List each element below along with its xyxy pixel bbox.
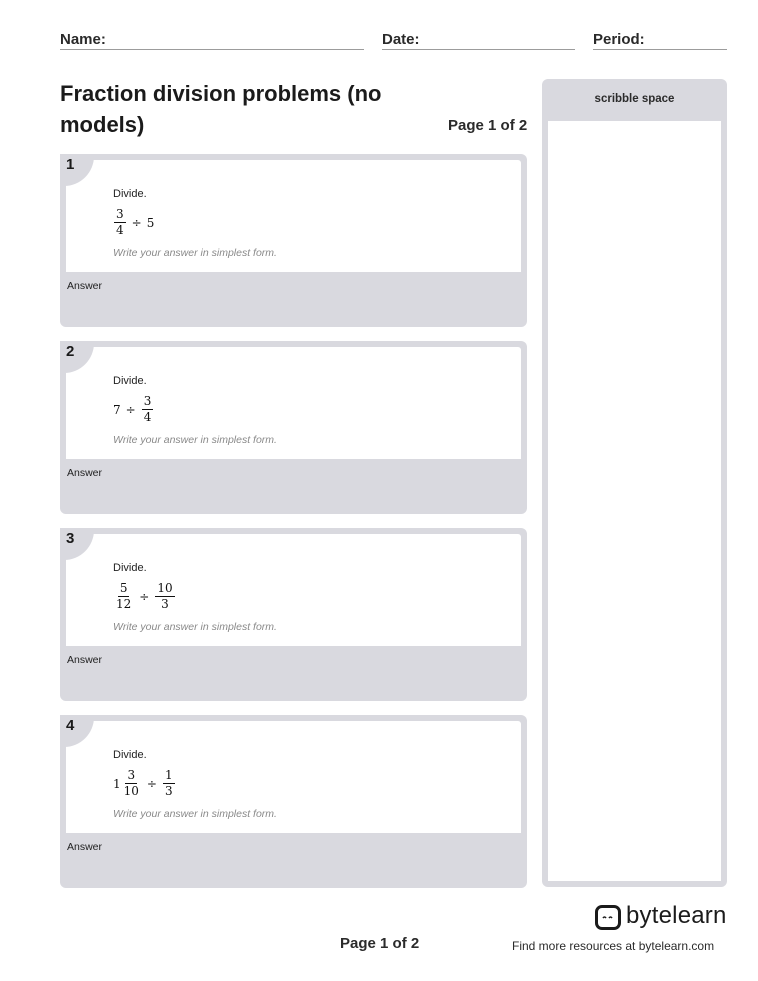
period-field[interactable] — [593, 30, 727, 50]
denominator: 3 — [164, 784, 173, 798]
problem-hint: Write your answer in simplest form. — [113, 621, 277, 633]
problem-body — [66, 347, 521, 459]
resources-link[interactable]: Find more resources at bytelearn.com — [512, 939, 715, 953]
problem-hint: Write your answer in simplest form. — [113, 247, 277, 259]
problem-card — [60, 528, 527, 701]
problem-instruction: Divide. — [113, 375, 147, 387]
numerator: 3 — [143, 394, 152, 408]
problem-card — [60, 154, 527, 327]
scribble-panel — [542, 79, 727, 887]
numerator: 3 — [116, 207, 124, 221]
problem-instruction: Divide. — [113, 749, 147, 761]
answer-area[interactable]: Answer — [67, 280, 103, 292]
denominator: 10 — [123, 784, 139, 798]
problem-card — [60, 715, 527, 888]
numerator: 10 — [157, 581, 173, 595]
whole-number: 5 — [146, 215, 155, 230]
numerator: 3 — [127, 768, 136, 782]
bytelearn-logo-icon — [595, 905, 621, 930]
fraction — [114, 208, 126, 237]
name-label: Name: — [60, 31, 106, 48]
fraction — [155, 582, 174, 611]
answer-area[interactable]: Answer — [67, 467, 103, 479]
answer-area[interactable]: Answer — [67, 654, 103, 666]
whole-number: 7 — [113, 402, 121, 417]
problem-number: 2 — [66, 343, 75, 360]
division-sign: ÷ — [139, 589, 150, 604]
problem-expression — [113, 769, 176, 798]
footer-page-indicator: Page 1 of 2 — [340, 935, 420, 952]
problem-instruction: Divide. — [113, 188, 147, 200]
denominator: 4 — [143, 410, 152, 424]
brand-name: bytelearn — [626, 902, 727, 929]
problem-hint: Write your answer in simplest form. — [113, 808, 277, 820]
problem-instruction: Divide. — [113, 562, 147, 574]
division-sign: ÷ — [146, 776, 157, 791]
problem-body — [66, 721, 521, 833]
denominator: 12 — [116, 597, 132, 611]
problem-number: 3 — [66, 530, 75, 547]
fraction — [142, 395, 154, 424]
period-label: Period: — [593, 31, 645, 48]
problem-body — [66, 160, 521, 272]
division-sign: ÷ — [125, 402, 136, 417]
scribble-area[interactable] — [548, 121, 721, 881]
problem-body — [66, 534, 521, 646]
problem-number: 1 — [66, 156, 75, 173]
answer-area[interactable]: Answer — [67, 841, 103, 853]
page-indicator: Page 1 of 2 — [448, 117, 528, 134]
fraction — [114, 582, 133, 611]
whole-number: 1 — [113, 776, 121, 791]
numerator: 5 — [119, 581, 128, 595]
page-title: Fraction division problems (no models) — [60, 81, 382, 137]
problem-expression — [113, 208, 154, 237]
problem-card — [60, 341, 527, 514]
problem-expression — [113, 395, 154, 424]
denominator: 4 — [116, 223, 124, 237]
problem-hint: Write your answer in simplest form. — [113, 434, 277, 446]
numerator: 1 — [164, 768, 173, 782]
date-field[interactable] — [382, 30, 575, 50]
problem-number: 4 — [66, 717, 75, 734]
division-sign: ÷ — [131, 215, 142, 230]
scribble-label: scribble space — [594, 93, 675, 105]
date-label: Date: — [382, 31, 420, 48]
fraction — [122, 769, 141, 798]
problem-expression — [113, 582, 176, 611]
name-field[interactable] — [60, 30, 364, 50]
denominator: 3 — [161, 597, 169, 611]
fraction — [163, 769, 175, 798]
